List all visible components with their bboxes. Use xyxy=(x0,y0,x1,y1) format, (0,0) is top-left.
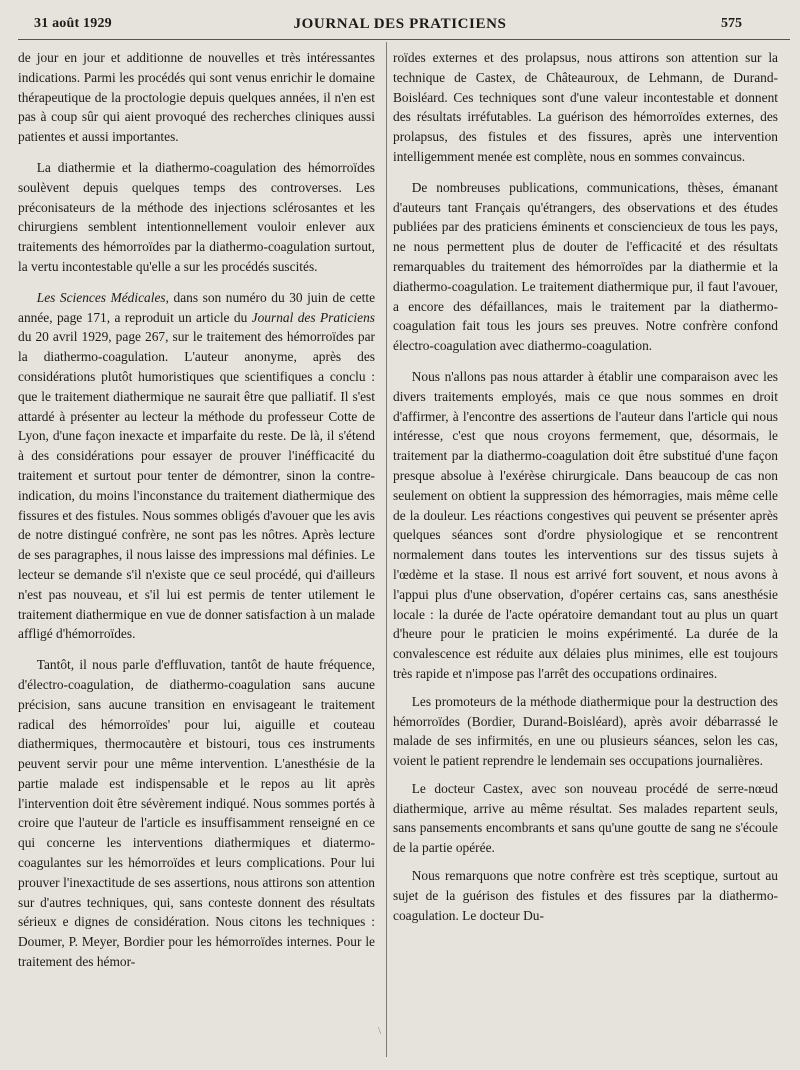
journal-title: JOURNAL DES PRATICIENS xyxy=(293,16,507,32)
paragraph: De nombreuses publications, communications, thèses, émanant d'auteurs tant Français qu'étrangers, des observations et des études publiées par des praticiens éminents et consciencieux de tous les pays, ne nous permettent plus de douter de l'efficacité et des résultats remarquables du traitement des hémorroïdes par la diathermie et la diathermo-coagulation. Le traitement diathermique pur, il faut l'avouer, a encore des défaillances, mais le traitement par la diathermo-coagulation fait tous les jours ses preuves. Notre confrère confond électro-coagulation avec diathermo-coagulation. xyxy=(393,179,778,354)
paragraph: Les promoteurs de la méthode diathermique pour la destruction des hémorroïdes (Bordier, Durand-Boisléard), après avoir débarrassé le malade de ses infirmités, en une ou plusieurs séances, selon les cas, voient le patient reprendre le lendemain ses occupations journalières. xyxy=(393,693,778,769)
column-divider xyxy=(386,42,387,1057)
paragraph: Le docteur Castex, avec son nouveau procédé de serre-nœud diathermique, arrive au même résultat. Ses malades repartent seuls, sans pansements encombrants et sans qu'une goutte de sang ne s'écoule de la partie opérée. xyxy=(393,780,778,856)
issue-date: 31 août 1929 xyxy=(34,16,112,31)
paragraph: Nous n'allons pas nous attarder à établir une comparaison avec les divers traitements employés, mais ce que nous sommes en droit d'affirmer, à l'encontre des assertions de l'auteur dans l'article qui nous intéresse, c'est que nous croyons fermement, que, désormais, le traitement par la diathermo-coagulation doit être substitué d'une façon presque absolue à l'exérèse chirurgicale. Dans beaucoup de cas non seulement on obtient la suppression des hémorragies, mais même celle de la douleur. Les réactions congestives qui peuvent se présenter après quelques séances sont d'ordre physiologique et se rencontrent normalement dans toutes les interventions sur des tissus sujets à l'œdème et la stase. Il nous est arrivé fort souvent, et nous avons à l'appui plus d'une observation, d'opérer certains cas, sans anesthésie locale : la durée de l'acte opératoire demandant tout au plus un quart d'heure pour le praticien le moins expérimenté. La durée de la convalescence est réduite aux délaies plus minimes, elle est toujours très rapide et n'impose pas l'arrêt des occupations ordinaires. xyxy=(393,368,778,681)
page-header xyxy=(0,0,800,38)
paragraph: de jour en jour et additionne de nouvelles et très intéressantes indications. Parmi les procédés qui sont venus enrichir le domaine thérapeutique de la proctologie depuis quelques années, il n'en est pas à coup sûr qui aient provoqué des recherches cliniques aussi patientes et aussi importantes. xyxy=(18,50,375,145)
paragraph: Tantôt, il nous parle d'effluvation, tantôt de haute fréquence, d'électro-coagulation, de diathermo-coagulation sans aucune précision, sans aucune transition en envisageant le traitement radical des hémorroïdes' pour lui, aiguille et couteau diathermiques, thermocautère et bistouri, tous ces instruments peuvent servir pour une même intervention. L'anesthésie de la partie malade est indispensable et le repos au lit après l'intervention doit être sévèrement indiqué. Nous sommes portés à croire que l'auteur de l'article es insuffisamment renseigné en ce qui concerne les interventions diathermiques et diatermo-coagulantes sur les hémorroïdes et leurs complications. Pour lui prouver l'inexactitude de ses assertions, nous attirons son attention sur d'autres techniques, qui, sans conteste donnent des résultats sérieux e dignes de considération. Nous citons les techniques : Doumer, P. Meyer, Bordier pour les hémorroïdes internes. Pour le traitement des hémor- xyxy=(18,657,375,970)
header-rule xyxy=(18,39,790,40)
paragraph: roïdes externes et des prolapsus, nous attirons son attention sur la technique de Castex, de Châteauroux, de Lehmann, de Durand-Boisléard. Ces techniques sont d'une valeur incontestable et donnent des résultats irréfutables. La guérison des hémorroïdes externes, des prolapsus, des fistules et des fissures, après une intervention intelligemment menée est complète, nous en sommes convaincus. xyxy=(393,50,778,164)
page-number: 575 xyxy=(721,16,742,31)
paragraph: La diathermie et la diathermo-coagulation des hémorroïdes soulèvent depuis quelques temps des controverses. Les préconisateurs de la méthode des injections sclérosantes et les chirurgiens semblent intentionnellement vouloir enlever aux traitements des hémorroïdes par la diathermo-coagulation surtout, la vertu incontestable qu'elle a sur les procédés suscités. xyxy=(18,159,375,274)
paragraph: Nous remarquons que notre confrère est très sceptique, surtout au sujet de la guérison des fistules et des fissures par la diathermo-coagulation. Le docteur Du- xyxy=(393,868,778,923)
right-column xyxy=(393,48,778,925)
paper-mark: \ xyxy=(378,1025,382,1037)
paragraph: Les Sciences Médicales, dans son numéro du 30 juin de cette année, page 171, a reproduit un article du Journal des Praticiens du 20 avril 1929, page 267, sur le traitement des hémorroïdes par la diathermo-coagulation. L'auteur anonyme, après des considérations plutôt humoristiques que scientifiques a conclu : que le traitement diathermique ne saurait être que palliatif. Il s'est attardé à présenter au lecteur la méthode du professeur Cotte de Lyon, d'une façon inexacte et imparfaite du reste. De là, il s'étend à des considérations pour essayer de prouver l'inéfficacité du traitement et surtout pour tenter de démontrer, sinon la contre-indication, du moins l'inconstance du traitement diathermique des fissures et des fistules. Nous sommes obligés d'avouer que les avis de notre distingué confrère, ne sont pas les nôtres. Après lecture de ses paragraphes, il nous laisse des impressions mal définies. Le lecteur se demande s'il n'existe que ce seul procédé, qui d'ailleurs n'est pas nouveau, et s'il lui est permis de tenter utilement le traitement diathermique en vue de donner satisfaction à un malade affligé d'hémorroïdes. xyxy=(18,289,376,642)
left-column xyxy=(18,48,375,972)
